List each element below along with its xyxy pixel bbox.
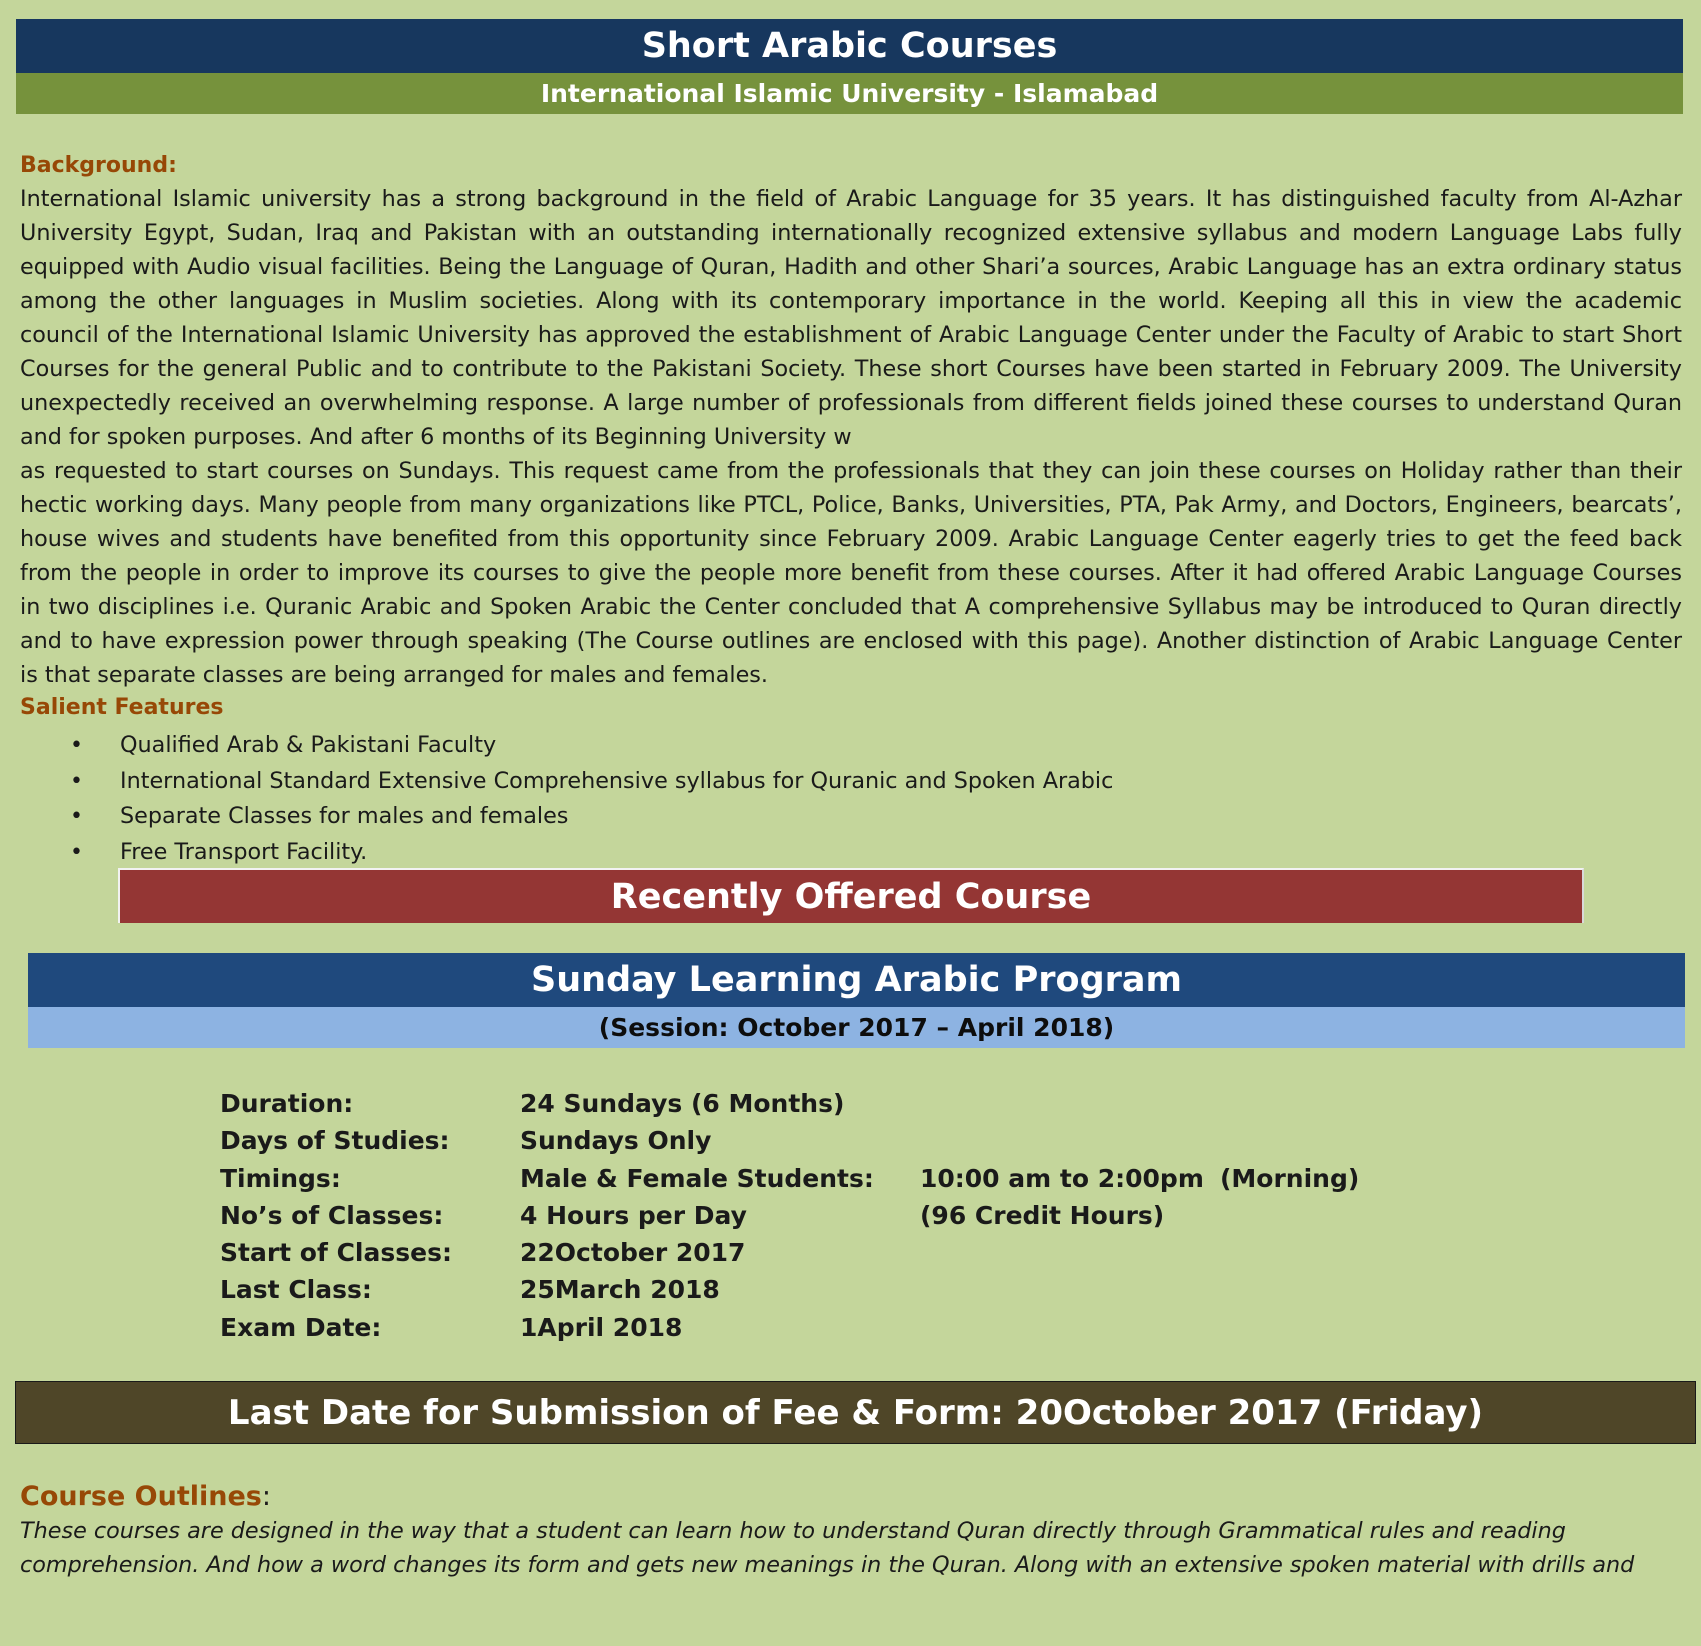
program-details (220, 1085, 1420, 1346)
recently-offered-banner: Recently Offered Course (118, 868, 1584, 923)
list-item (20, 799, 1682, 835)
detail-value: Sundays Only (520, 1126, 712, 1156)
detail-row-days (220, 1122, 1420, 1159)
detail-label: Timings: (220, 1163, 341, 1193)
bullet-icon: • (70, 839, 83, 865)
background-line: among the other languages in Muslim societies. Along with its contemporary importance in the world. Keeping all this in view the academic (20, 288, 1682, 314)
salient-features-list (20, 728, 1682, 870)
background-line: International Islamic university has a strong background in the field of Arabic Language for 35 years. It has distinguished faculty from Al-Azhar (20, 186, 1682, 212)
detail-label: Start of Classes: (220, 1238, 452, 1268)
detail-row-exam (220, 1309, 1420, 1346)
feature-text: Qualified Arab & Pakistani Faculty (120, 732, 497, 758)
program-title: Sunday Learning Arabic Program (28, 953, 1685, 1007)
detail-row-duration (220, 1085, 1420, 1122)
detail-label: Days of Studies: (220, 1126, 450, 1156)
detail-note: (Morning) (1220, 1163, 1360, 1193)
bullet-icon: • (70, 733, 83, 758)
detail-value: 24 Sundays (6 Months) (520, 1089, 845, 1118)
background-line: and to have expression power through speaking (The Course outlines are enclosed with this page). Another distinction of Arabic Language Center (20, 628, 1682, 654)
background-line: unexpectedly received an overwhelming response. A large number of professionals from different fields joined these courses to understand Quran (20, 390, 1682, 416)
background-line: and for spoken purposes. And after 6 months of its Beginning University w (20, 424, 852, 450)
detail-value: 4 Hours per Day (520, 1200, 747, 1230)
course-outlines-heading-row (20, 1480, 1682, 1514)
list-item (20, 728, 1682, 764)
detail-time: 10:00 am to 2:00pm (920, 1163, 1204, 1193)
course-outlines-heading: Course Outlines (20, 1481, 262, 1512)
detail-row-last-class (220, 1271, 1420, 1308)
list-item (20, 835, 1682, 871)
background-line: University Egypt, Sudan, Iraq and Pakistan with an outstanding internationally recognized extensive syllabus and modern Language Labs fully (20, 220, 1682, 246)
bullet-icon: • (70, 804, 83, 829)
list-item (20, 764, 1682, 800)
background-line: Courses for the general Public and to contribute to the Pakistani Society. These short Courses have been started in February 2009. The University (20, 356, 1682, 382)
deadline-banner: Last Date for Submission of Fee & Form: 20October 2017 (Friday) (15, 1381, 1696, 1444)
salient-features-heading: Salient Features (20, 695, 224, 720)
background-paragraph (20, 182, 1682, 692)
feature-text: Free Transport Facility. (120, 838, 368, 865)
feature-text: Separate Classes for males and females (120, 803, 569, 829)
outline-line: comprehension. And how a word changes its form and gets new meanings in the Quran. Along with an extensive spoken material with drills and (20, 1552, 1635, 1578)
detail-value: Male & Female Students: (520, 1163, 874, 1193)
course-outlines-section (20, 1480, 1682, 1582)
page-title: Short Arabic Courses (16, 19, 1683, 73)
session-subtitle: (Session: October 2017 – April 2018) (28, 1007, 1685, 1048)
detail-value: 1April 2018 (520, 1312, 683, 1342)
detail-row-start (220, 1234, 1420, 1271)
detail-value: 22October 2017 (520, 1238, 746, 1268)
background-line: council of the International Islamic University has approved the establishment of Arabic Language Center under the Faculty of Arabic to start Short (20, 322, 1682, 348)
detail-row-timings (220, 1160, 1420, 1197)
detail-value: 25March 2018 (520, 1275, 720, 1305)
background-heading: Background: (20, 153, 177, 178)
detail-label: No’s of Classes: (220, 1200, 444, 1230)
detail-label: Exam Date: (220, 1312, 382, 1342)
university-subtitle: International Islamic University - Islamabad (16, 73, 1683, 114)
background-line: is that separate classes are being arranged for males and females. (20, 662, 769, 688)
outline-line: These courses are designed in the way that a student can learn how to understand Quran directly through Grammatical rules and reading (20, 1518, 1566, 1544)
feature-text: International Standard Extensive Comprehensive syllabus for Quranic and Spoken Arabic (120, 767, 1114, 794)
detail-extra: (96 Credit Hours) (920, 1200, 1165, 1230)
background-line: house wives and students have benefited from this opportunity since February 2009. Arabic Language Center eagerly tries to get the feed back (20, 526, 1682, 552)
detail-label: Last Class: (220, 1275, 372, 1305)
main-content (20, 150, 1682, 870)
background-line: as requested to start courses on Sundays. This request came from the professionals that they can join these courses on Holiday rather than their (20, 458, 1682, 484)
bullet-icon: • (70, 768, 83, 794)
heading-colon: : (261, 1481, 271, 1512)
detail-label: Duration: (220, 1089, 354, 1118)
background-line: from the people in order to improve its courses to give the people more benefit from these courses. After it had offered Arabic Language Courses (20, 560, 1682, 586)
background-line: equipped with Audio visual facilities. Being the Language of Quran, Hadith and other Shari’a sources, Arabic Language has an extra ordinary status (20, 254, 1682, 280)
background-line: in two disciplines i.e. Quranic Arabic and Spoken Arabic the Center concluded that A comprehensive Syllabus may be introduced to Quran directly (20, 594, 1682, 620)
detail-row-classes (220, 1197, 1420, 1234)
background-line: hectic working days. Many people from many organizations like PTCL, Police, Banks, Universities, PTA, Pak Army, and Doctors, Engineers, bearcats’, (20, 492, 1682, 518)
